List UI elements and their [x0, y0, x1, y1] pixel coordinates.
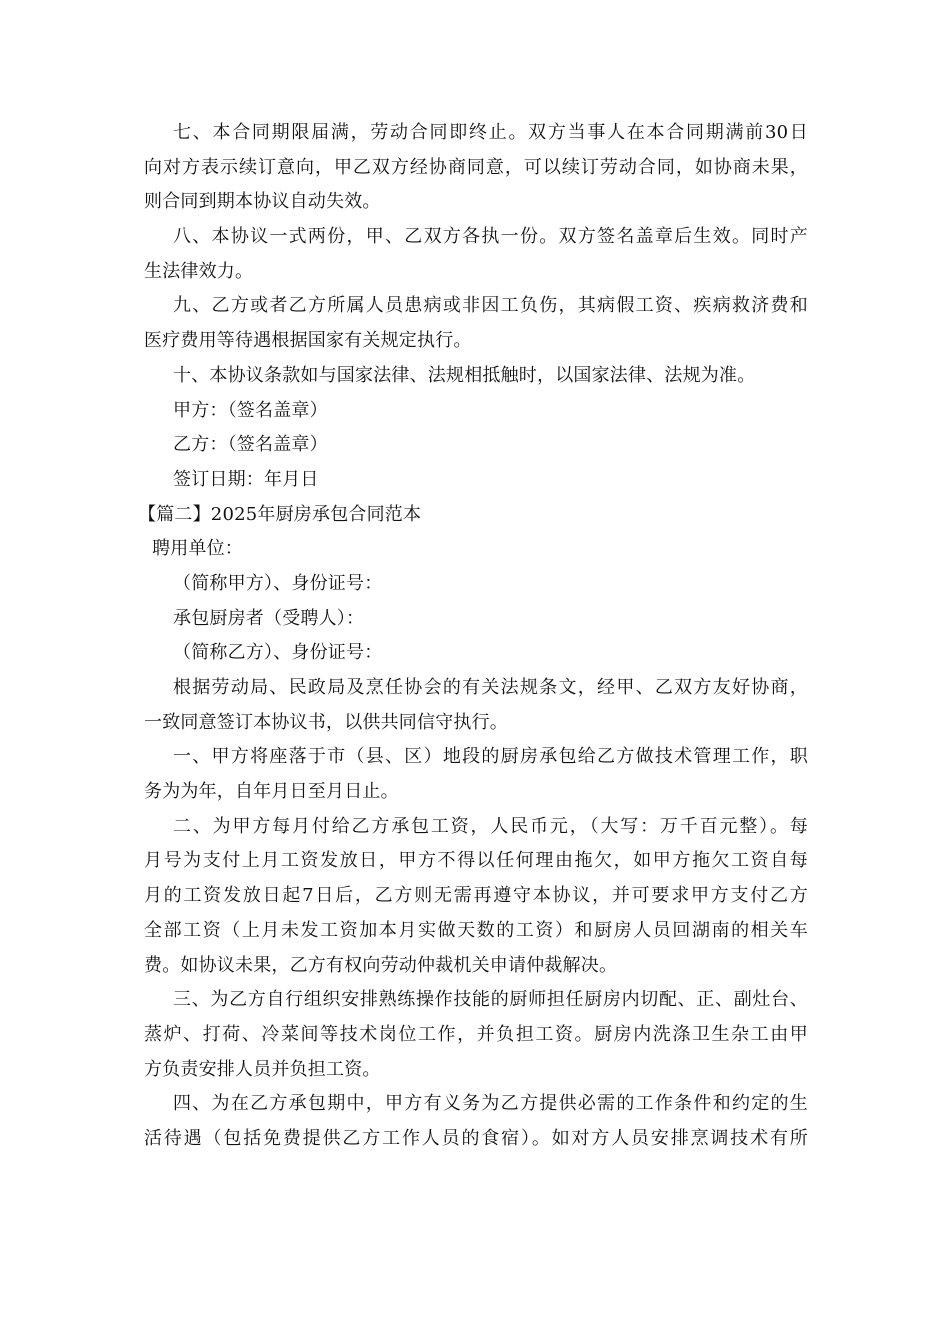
clause-7-line-3: 则合同到期本协议自动失效。	[144, 191, 381, 213]
article-2-line-2: 月号为支付上月工资发放日，甲方不得以任何理由拖欠，如甲方拖欠工资自每	[144, 850, 808, 872]
article-3-line-2: 蒸炉、打荷、冷菜间等技术岗位工作，并负担工资。厨房内洗涤卫生杂工由甲	[144, 1023, 808, 1045]
party-a-id-field: （简称甲方）、身份证号：	[173, 572, 383, 594]
article-2-line-4: 全部工资（上月未发工资加本月实做天数的工资）和厨房人员回湖南的相关车	[144, 919, 808, 941]
article-1-line-2: 务为为年，自年月日至月日止。	[144, 781, 399, 803]
article-4-line-2: 活待遇（包括免费提供乙方工作人员的食宿）。如对方人员安排烹调技术有所	[144, 1127, 808, 1149]
article-2-line-5: 费。如协议未果，乙方有权向劳动仲裁机关申请仲裁解决。	[144, 954, 618, 976]
article-3-line-1: 三、为乙方自行组织安排熟练操作技能的厨师担任厨房内切配、正、副灶台、	[173, 989, 808, 1011]
employer-field: 聘用单位：	[152, 538, 243, 560]
article-2-line-3: 月的工资发放日起7日后，乙方则无需再遵守本协议，并可要求甲方支付乙方	[144, 885, 808, 907]
article-1-line-1: 一、甲方将座落于市（县、区）地段的厨房承包给乙方做技术管理工作，职	[173, 746, 808, 768]
preamble-line-2: 一致同意签订本协议书，以供共同信守执行。	[144, 711, 508, 733]
clause-8-line-2: 生法律效力。	[144, 260, 254, 282]
article-3-line-3: 方负责安排人员并负担工资。	[144, 1058, 381, 1080]
clause-7-line-2: 向对方表示续订意向，甲乙双方经协商同意，可以续订劳动合同，如协商未果，	[144, 156, 808, 178]
section-two-title: 【篇二】2025年厨房承包合同范本	[138, 503, 422, 525]
party-b-id-field: （简称乙方）、身份证号：	[173, 642, 383, 664]
contractor-field: 承包厨房者（受聘人）：	[173, 607, 365, 629]
clause-8-line-1: 八、本协议一式两份，甲、乙双方各执一份。双方签名盖章后生效。同时产	[173, 226, 808, 248]
preamble-line-1: 根据劳动局、民政局及烹任协会的有关法规条文，经甲、乙双方友好协商，	[173, 677, 808, 698]
party-a-signature: 甲方：（签名盖章）	[173, 399, 328, 421]
clause-9-line-2: 医疗费用等待遇根据国家有关规定执行。	[144, 330, 472, 352]
document-body	[138, 116, 808, 1157]
clause-9-line-1: 九、乙方或者乙方所属人员患病或非因工负伤，其病假工资、疾病救济费和	[173, 295, 808, 317]
clause-7-line-1: 七、本合同期限届满，劳动合同即终止。双方当事人在本合同期满前30日	[173, 122, 808, 143]
clause-10-line-1: 十、本协议条款如与国家法律、法规相抵触时，以国家法律、法规为准。	[173, 364, 756, 386]
article-2-line-1: 二、为甲方每月付给乙方承包工资，人民币元，（大写：万千百元整）。每	[173, 815, 808, 837]
signing-date: 签订日期：年月日	[173, 468, 319, 490]
party-b-signature: 乙方：（签名盖章）	[173, 434, 328, 456]
article-4-line-1: 四、为在乙方承包期中，甲方有义务为乙方提供必需的工作条件和约定的生	[173, 1093, 808, 1115]
